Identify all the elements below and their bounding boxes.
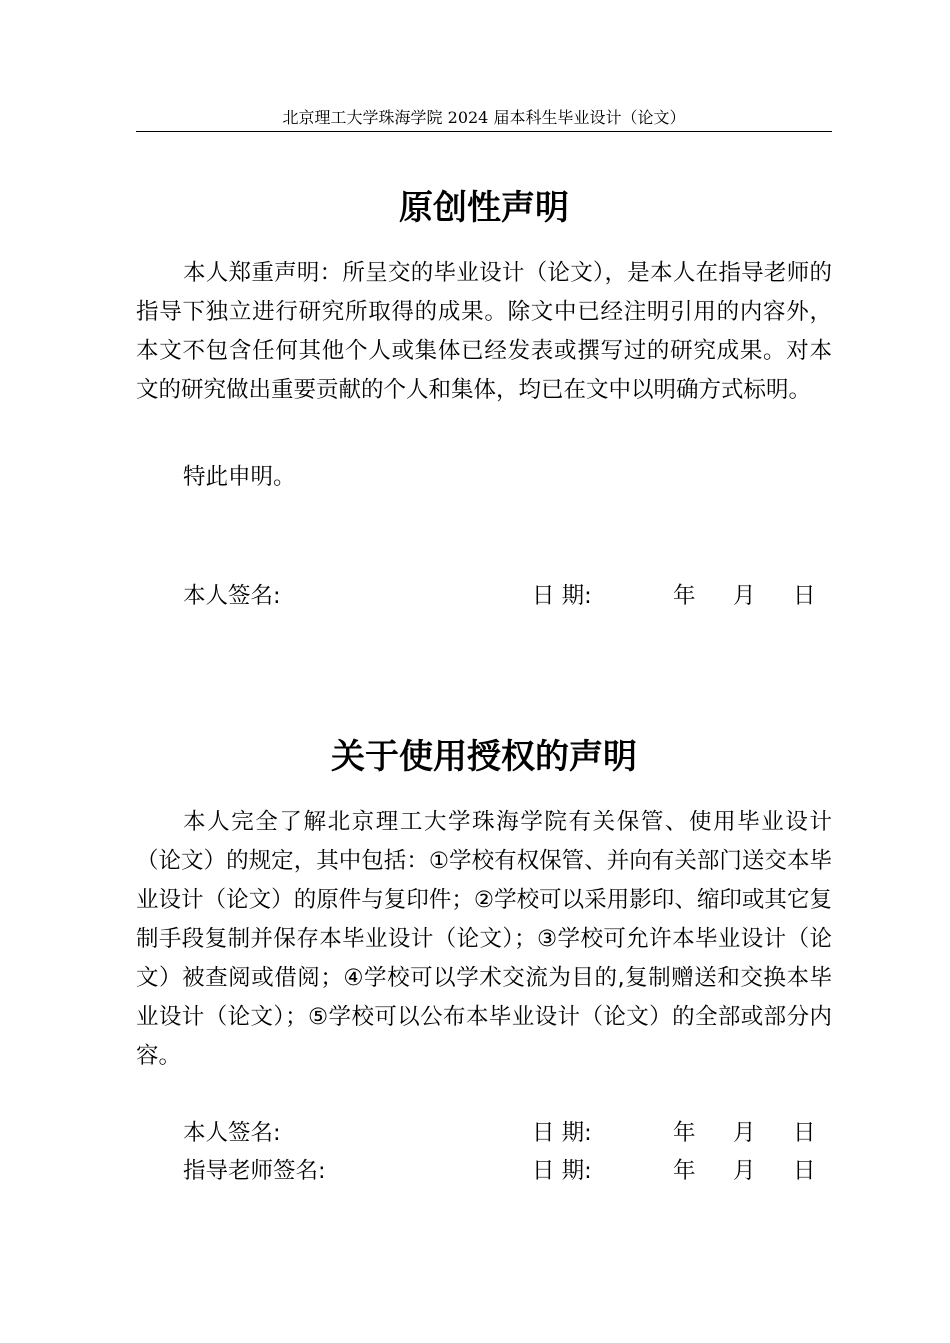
author-signature-label: 本人签名: bbox=[183, 583, 281, 609]
date-month-label: 月 bbox=[733, 1120, 756, 1146]
date-day-label: 日 bbox=[793, 1120, 816, 1146]
authorization-paragraph: 本人完全了解北京理工大学珠海学院有关保管、使用毕业设计（论文）的规定，其中包括：①学校有权保管、并向有关部门送交本毕业设计（论文）的原件与复印件；②学校可以采用影印、缩印或其它复制手段复制并保存本毕业设计（论文）；③学校可允许本毕业设计（论文）被查阅或借阅；④学校可以学术交流为目的,复制赠送和交换本毕业设计（论文）；⑤学校可以公布本毕业设计（论文）的全部或部分内容。 bbox=[136, 809, 832, 1069]
date-label: 日 期: bbox=[532, 1120, 592, 1146]
originality-paragraph: 本人郑重声明：所呈交的毕业设计（论文），是本人在指导老师的指导下独立进行研究所取得的成果。除文中已经注明引用的内容外，本文不包含任何其他个人或集体已经发表或撰写过的研究成果。对本文的研究做出重要贡献的个人和集体，均已在文中以明确方式标明。 bbox=[136, 260, 832, 403]
date-label: 日 期: bbox=[532, 1158, 592, 1184]
author-signature-label: 本人签名: bbox=[183, 1120, 281, 1146]
authorization-author-signature-row bbox=[136, 1115, 832, 1151]
date-day-label: 日 bbox=[793, 1158, 816, 1184]
date-year-label: 年 bbox=[673, 1120, 696, 1146]
date-year-label: 年 bbox=[673, 1158, 696, 1184]
originality-title: 原创性声明 bbox=[399, 188, 569, 228]
date-year-label: 年 bbox=[673, 583, 696, 609]
originality-closing: 特此申明。 bbox=[183, 464, 296, 490]
originality-signature-row bbox=[136, 578, 832, 614]
date-month-label: 月 bbox=[733, 583, 756, 609]
advisor-signature-label: 指导老师签名: bbox=[183, 1158, 326, 1184]
date-day-label: 日 bbox=[793, 583, 816, 609]
running-header: 北京理工大学珠海学院 2024 届本科生毕业设计（论文） bbox=[136, 104, 832, 132]
date-label: 日 期: bbox=[532, 583, 592, 609]
authorization-advisor-signature-row bbox=[136, 1153, 832, 1189]
date-month-label: 月 bbox=[733, 1158, 756, 1184]
authorization-title: 关于使用授权的声明 bbox=[331, 737, 637, 777]
